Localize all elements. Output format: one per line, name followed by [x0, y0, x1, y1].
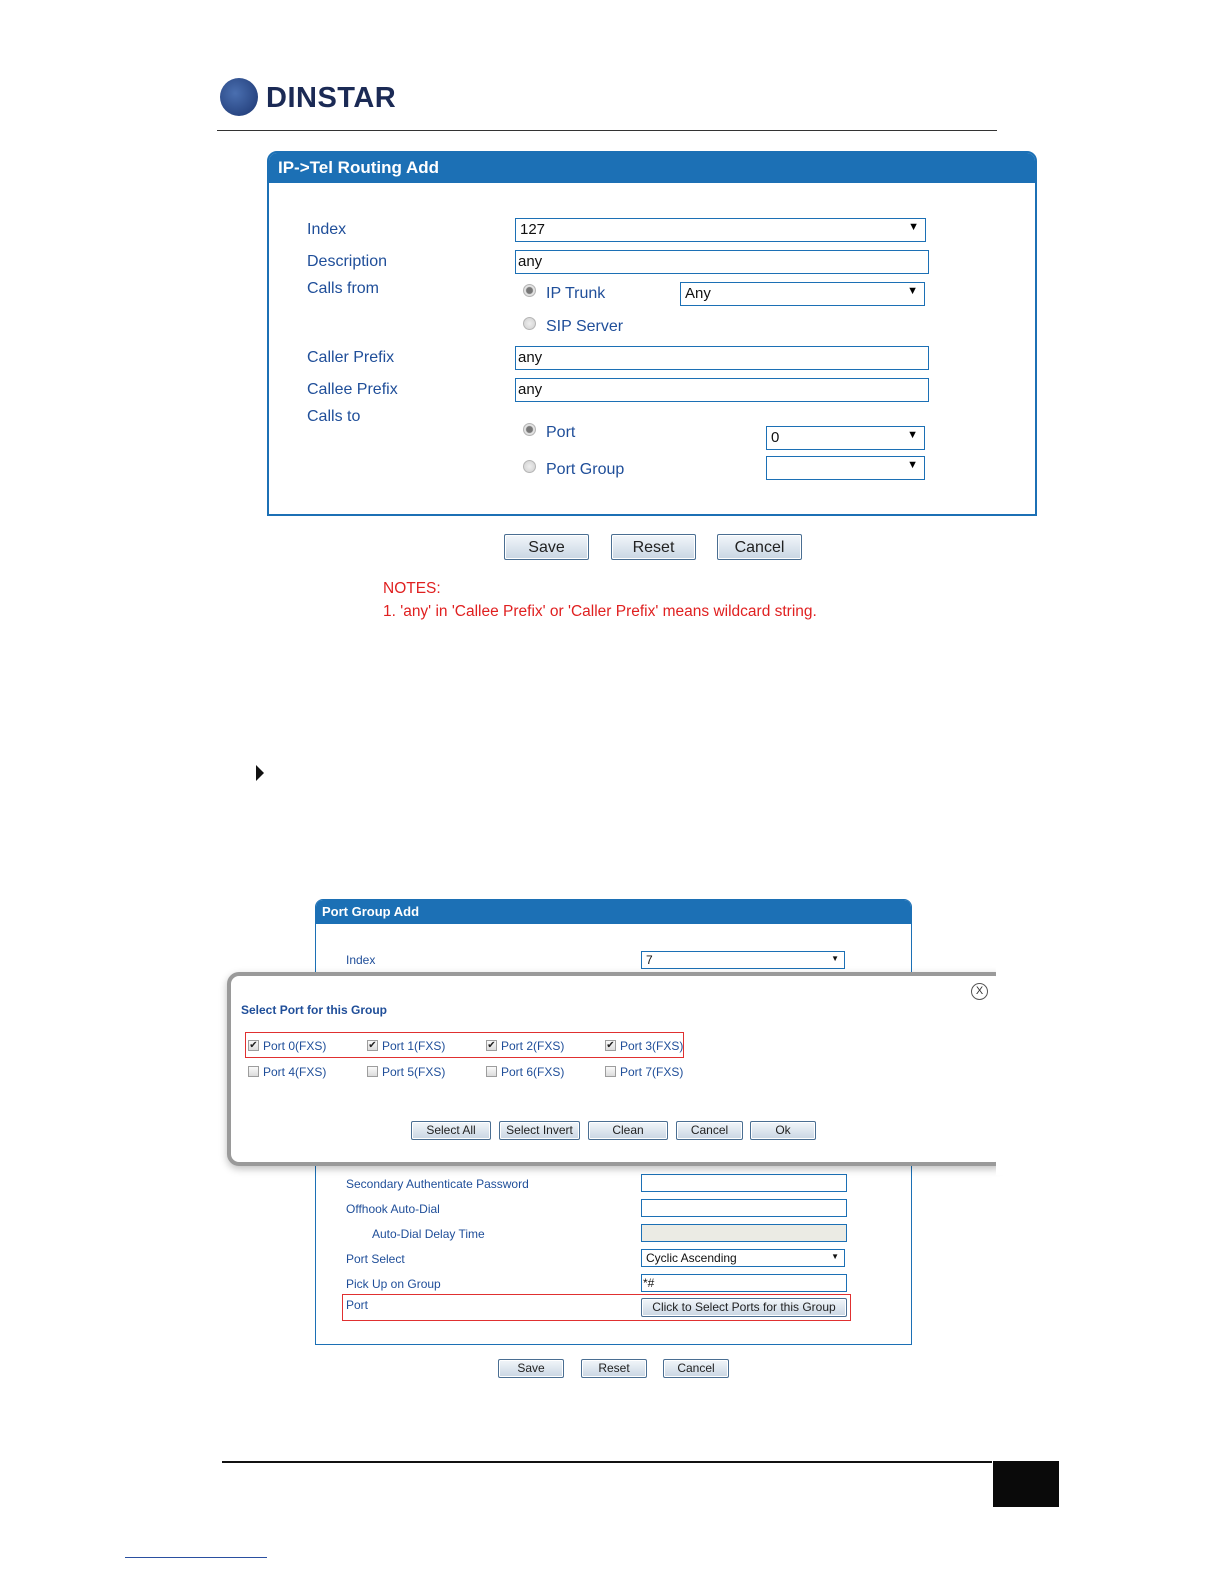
calls-from-label: Calls from: [307, 280, 380, 297]
port-group-label: Port Group: [546, 461, 625, 478]
ok-button[interactable]: Ok: [750, 1121, 816, 1140]
secondary-password-label: Secondary Authenticate Password: [346, 1177, 529, 1191]
port-checkbox[interactable]: ✔: [249, 1040, 258, 1051]
pickup-group-label: Pick Up on Group: [346, 1277, 441, 1291]
port-checkbox[interactable]: ✔: [368, 1040, 377, 1051]
page-number-box: [993, 1461, 1059, 1507]
pg-port-label: Port: [346, 1298, 369, 1312]
screenshot-crop-mask: [996, 965, 1224, 1175]
offhook-autodial-input[interactable]: [641, 1199, 847, 1217]
select-invert-button[interactable]: Select Invert: [499, 1121, 580, 1140]
ip-trunk-radio[interactable]: [523, 284, 536, 297]
pg-index-label: Index: [346, 953, 376, 967]
panel-title: IP->Tel Routing Add: [278, 158, 440, 177]
port-label: Port: [546, 424, 576, 441]
header-divider: [217, 130, 997, 131]
panel-title: Port Group Add: [322, 904, 420, 919]
port-radio[interactable]: [523, 423, 536, 436]
sip-server-label: SIP Server: [546, 318, 624, 335]
caller-prefix-input[interactable]: any: [515, 346, 929, 370]
port-checkbox-label: Port 3(FXS): [620, 1039, 684, 1053]
callee-prefix-input[interactable]: any: [515, 378, 929, 402]
pg-reset-button[interactable]: Reset: [581, 1359, 647, 1378]
port-checkbox-label: Port 5(FXS): [382, 1065, 446, 1079]
port-checkbox-label: Port 7(FXS): [620, 1065, 684, 1079]
port-checkbox-label: Port 6(FXS): [501, 1065, 565, 1079]
notes-title: NOTES:: [383, 580, 441, 597]
autodial-delay-input[interactable]: [641, 1224, 847, 1242]
dialog-title: Select Port for this Group: [241, 1003, 388, 1017]
caller-prefix-label: Caller Prefix: [307, 349, 395, 366]
notes-line-1: 1. 'any' in 'Callee Prefix' or 'Caller Prefix' means wildcard string.: [383, 603, 817, 620]
bullet-arrow-icon: [256, 765, 264, 781]
port-checkbox-label: Port 0(FXS): [263, 1039, 327, 1053]
secondary-password-input[interactable]: [641, 1174, 847, 1192]
port-checkbox-label: Port 1(FXS): [382, 1039, 446, 1053]
pickup-group-input[interactable]: *#: [641, 1274, 847, 1292]
dinstar-logo-icon: [220, 78, 258, 116]
autodial-delay-label: Auto-Dial Delay Time: [372, 1227, 485, 1241]
pg-index-select[interactable]: 7 ▼: [641, 951, 845, 969]
calls-to-label: Calls to: [307, 408, 361, 425]
pg-cancel-button[interactable]: Cancel: [663, 1359, 729, 1378]
clean-button[interactable]: Clean: [588, 1121, 668, 1140]
panel-header: [269, 153, 1035, 183]
port-checkbox[interactable]: [367, 1066, 378, 1077]
port-checkbox-label: Port 2(FXS): [501, 1039, 565, 1053]
brand-name: DINSTAR: [266, 82, 397, 114]
footer-link-underline: [125, 1557, 267, 1558]
description-input[interactable]: any: [515, 250, 929, 274]
save-button[interactable]: Save: [504, 534, 589, 560]
port-checkbox[interactable]: [486, 1066, 497, 1077]
port-checkbox[interactable]: [248, 1066, 259, 1077]
index-label: Index: [307, 221, 347, 238]
select-all-button[interactable]: Select All: [411, 1121, 491, 1140]
callee-prefix-label: Callee Prefix: [307, 381, 398, 398]
footer-divider: [222, 1461, 992, 1463]
select-ports-button[interactable]: Click to Select Ports for this Group: [641, 1298, 847, 1317]
offhook-autodial-label: Offhook Auto-Dial: [346, 1202, 440, 1216]
dinstar-logo: [220, 78, 410, 120]
close-icon[interactable]: X: [971, 983, 988, 1000]
port-select-dropdown[interactable]: Cyclic Ascending ▼: [641, 1249, 845, 1267]
reset-button[interactable]: Reset: [611, 534, 696, 560]
index-select[interactable]: 127 ▼: [515, 218, 926, 242]
port-select-label: Port Select: [346, 1252, 405, 1266]
port-select[interactable]: 0 ▼: [766, 426, 925, 450]
port-checkbox-label: Port 4(FXS): [263, 1065, 327, 1079]
sip-server-radio[interactable]: [523, 317, 536, 330]
pg-save-button[interactable]: Save: [498, 1359, 564, 1378]
ip-trunk-label: IP Trunk: [546, 285, 606, 302]
port-group-radio[interactable]: [523, 460, 536, 473]
description-label: Description: [307, 253, 388, 270]
port-group-select[interactable]: [766, 456, 925, 480]
dialog-cancel-button[interactable]: Cancel: [676, 1121, 743, 1140]
port-checkbox[interactable]: ✔: [606, 1040, 615, 1051]
port-checkbox[interactable]: ✔: [487, 1040, 496, 1051]
cancel-button[interactable]: Cancel: [717, 534, 802, 560]
panel-header: [316, 900, 911, 924]
ip-trunk-select[interactable]: Any ▼: [680, 282, 925, 306]
port-checkbox[interactable]: [605, 1066, 616, 1077]
